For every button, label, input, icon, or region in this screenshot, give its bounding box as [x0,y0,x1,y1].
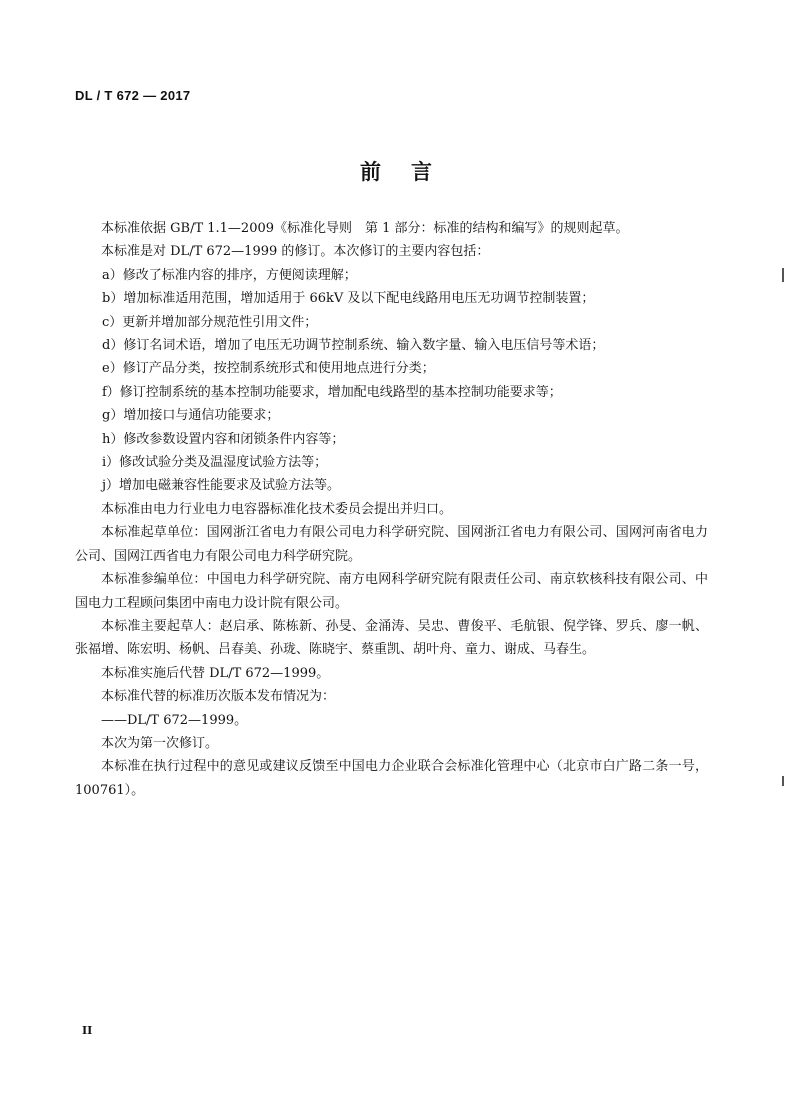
list-item: i）修改试验分类及温湿度试验方法等； [102,455,328,471]
paragraph-drafting-basis: 本标准依据 GB/T 1.1—2009《标准化导则 第 1 部分：标准的结构和编写》的规则起草。 [101,221,629,236]
list-item: f）修订控制系统的基本控制功能要求，增加配电线路型的基本控制功能要求等； [102,384,562,400]
list-item: h）修改参数设置内容和闭锁条件内容等； [102,431,345,447]
list-item: a）修改了标准内容的排序，方便阅读理解； [102,267,357,283]
list-item: b）增加标准适用范围，增加适用于 66kV 及以下配电线路用电压无功调节控制装置； [102,291,595,307]
paragraph-proposed-by: 本标准由电力行业电力电容器标准化技术委员会提出并归口。 [101,501,453,517]
scan-edge-mark [782,776,784,786]
list-item: g）增加接口与通信功能要求； [102,408,280,424]
scan-edge-mark [782,268,784,282]
list-item: e）修订产品分类，按控制系统形式和使用地点进行分类； [102,361,435,377]
paragraph-revision-count: 本次为第一次修订。 [101,735,219,751]
paragraph-replaces: 本标准实施后代替 DL/T 672—1999。 [101,665,330,681]
page-number: II [82,1024,93,1037]
paragraph-participating-units: 本标准参编单位：中国电力科学研究院、南方电网科学研究院有限责任公司、南京软核科技有限公司、中国电力工程顾问集团中南电力设计院有限公司。 [75,572,708,611]
preface-body [75,217,708,802]
list-item: c）更新并增加部分规范性引用文件； [102,314,318,330]
paragraph-feedback: 本标准在执行过程中的意见或建议反馈至中国电力企业联合会标准化管理中心（北京市白广路二条一号，100761）。 [75,759,708,798]
list-item: d）修订名词术语，增加了电压无功调节控制系统、输入数字量、输入电压信号等术语； [102,338,605,354]
paragraph-history-entry: ——DL/T 672—1999。 [101,712,248,728]
paragraph-main-drafters: 本标准主要起草人：赵启承、陈栋新、孙旻、金涌涛、吴忠、曹俊平、毛航银、倪学锋、罗兵、廖一帆、张福增、陈宏明、杨帆、吕春美、孙珑、陈晓宇、蔡重凯、胡叶舟、童力、谢成、马春生。 [75,618,708,658]
paragraph-drafting-units: 本标准起草单位：国网浙江省电力有限公司电力科学研究院、国网浙江省电力有限公司、国网河南省电力公司、国网江西省电力有限公司电力科学研究院。 [75,525,708,564]
page-title: 前言 [360,160,462,184]
document-code: DL / T 672 — 2017 [75,88,191,103]
paragraph-revision-intro: 本标准是对 DL/T 672—1999 的修订。本次修订的主要内容包括： [101,244,490,260]
list-item: j）增加电磁兼容性能要求及试验方法等。 [102,478,341,494]
paragraph-history-intro: 本标准代替的标准历次版本发布情况为： [101,689,336,705]
